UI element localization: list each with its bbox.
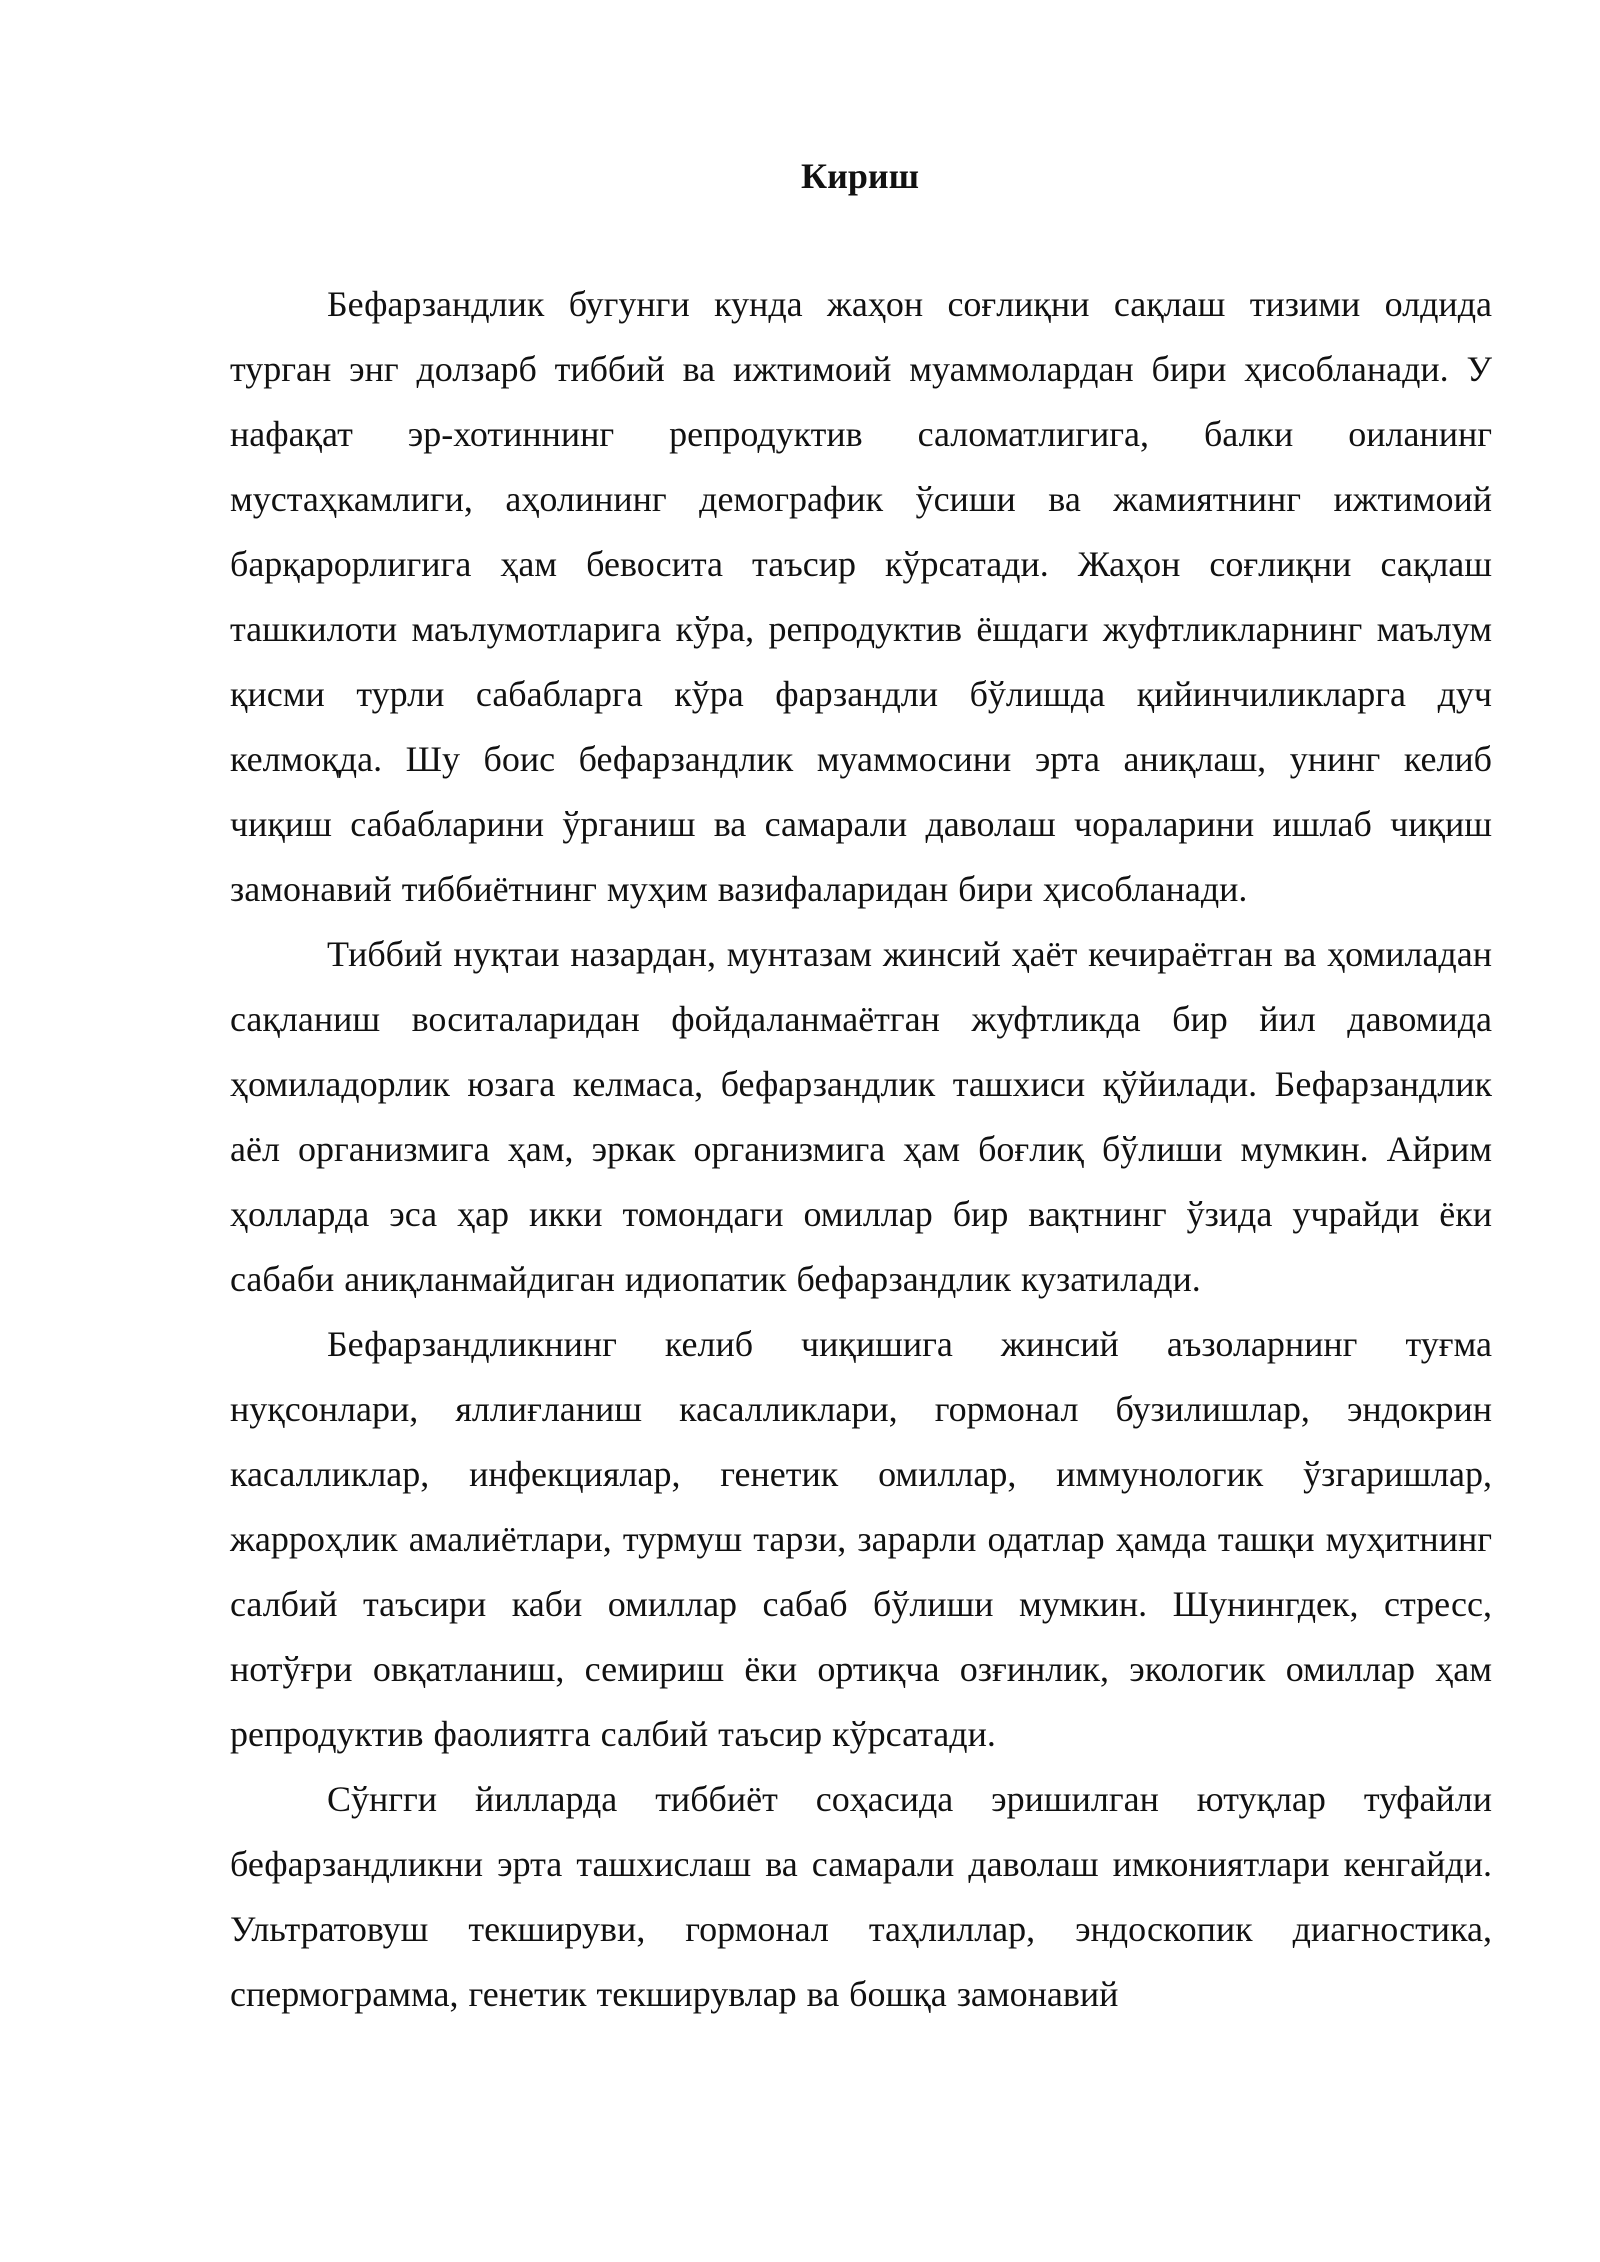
paragraph-4: Сўнгги йилларда тиббиёт соҳасида эришилган ютуқлар туфайли бефарзандликни эрта ташхислаш ва самарали даволаш имкониятлари кенгайди. Ультратовуш текшируви, гормонал таҳлиллар, эндоскопик диагностика, спермограмма, генетик текширувлар ва бошқа замонавий: [230, 1779, 1492, 2014]
paragraph-1: Бефарзандлик бугунги кунда жаҳон соғлиқни сақлаш тизими олдида турган энг долзарб тиббий ва ижтимоий муаммолардан бири ҳисобланади. У нафақат эр-хотиннинг репродуктив саломатлигига, балки оиланинг мустаҳкамлиги, аҳолининг демографик ўсиши ва жамиятнинг ижтимоий барқарорлигига ҳам бевосита таъсир кўрсатади. Жаҳон соғлиқни сақлаш ташкилоти маълумотларига кўра, репродуктив ёшдаги жуфтликларнинг маълум қисми турли сабабларга кўра фарзандли бўлишда қийинчиликларга дуч келмоқда. Шу боис бефарзандлик муаммосини эрта аниқлаш, унинг келиб чиқиш сабабларини ўрганиш ва самарали даволаш чораларини ишлаб чиқиш замонавий тиббиётнинг муҳим вазифаларидан бири ҳисобланади.: [230, 284, 1492, 909]
document-title: Кириш: [800, 156, 919, 196]
paragraph-2: Тиббий нуқтаи назардан, мунтазам жинсий ҳаёт кечираётган ва ҳомиладан сақланиш воситаларидан фойдаланмаётган жуфтликда бир йил давомида ҳомиладорлик юзага келмаса, бефарзандлик ташхиси қўйилади. Бефарзандлик аёл организмига ҳам, эркак организмига ҳам боғлиқ бўлиши мумкин. Айрим ҳолларда эса ҳар икки томондаги омиллар бир вақтнинг ўзида учрайди ёки сабаби аниқланмайдиган идиопатик бефарзандлик кузатилади.: [230, 934, 1492, 1299]
document-body: [230, 272, 1492, 2027]
paragraph-3: Бефарзандликнинг келиб чиқишига жинсий аъзоларнинг туғма нуқсонлари, яллиғланиш касалликлари, гормонал бузилишлар, эндокрин касалликлар, инфекциялар, генетик омиллар, иммунологик ўзгаришлар, жарроҳлик амалиётлари, турмуш тарзи, зарарли одатлар ҳамда ташқи муҳитнинг салбий таъсири каби омиллар сабаб бўлиши мумкин. Шунингдек, стресс, нотўғри овқатланиш, семириш ёки ортиқча озғинлик, экологик омиллар ҳам репродуктив фаолиятга салбий таъсир кўрсатади.: [230, 1324, 1492, 1754]
